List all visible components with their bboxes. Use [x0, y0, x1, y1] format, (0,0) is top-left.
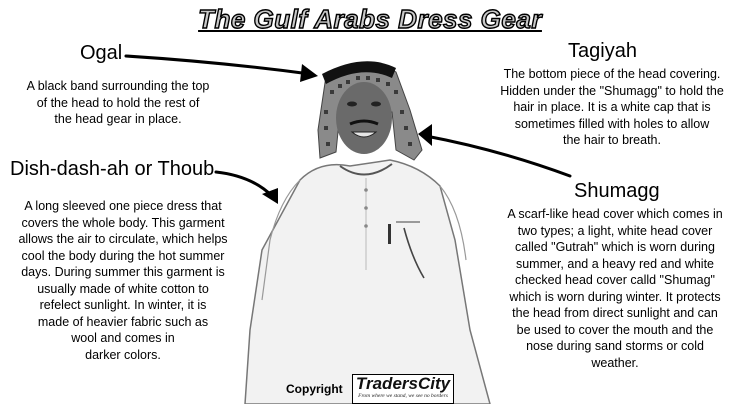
shumagg-line: summer, and a heavy red and white — [515, 256, 715, 271]
ogal-heading: Ogal — [80, 42, 123, 64]
shumagg-line: checked head cover calld "Shumag" — [515, 273, 715, 287]
tagiyah-description — [484, 66, 740, 149]
shumagg-line: two types; a light, white head cover — [517, 223, 713, 238]
ogal-line: A black band surrounding the top — [26, 79, 210, 93]
pen — [388, 224, 391, 244]
thoub-line: refelect sunlight. In winter, it is — [39, 298, 207, 312]
face — [336, 82, 392, 154]
thoub-line: darker colors. — [85, 347, 161, 362]
logo-tagline: From where we stand, we see no borders — [358, 393, 448, 399]
page-title: The Gulf Arabs Dress Gear — [198, 4, 542, 34]
ogal-arrow — [126, 56, 310, 74]
thoub-line: covers the whole body. This garment — [21, 215, 225, 230]
shumagg-line: called "Gutrah" which is worn during — [515, 240, 715, 254]
tagiyah-line: hair in place. It is a white cap that is — [513, 100, 711, 114]
tagiyah-line: Hidden under the "Shumagg" to hold the — [500, 83, 724, 98]
ogal-line: of the head to hold the rest of — [36, 95, 200, 110]
shumagg-line: A scarf-like head cover which comes in — [507, 207, 723, 221]
thoub-description — [0, 198, 246, 363]
ogal-description — [0, 78, 236, 128]
thoub-line: days. During summer this garment is — [21, 265, 225, 279]
tagiyah-heading: Tagiyah — [568, 40, 637, 62]
shumagg-line: which is worn during winter. It protects — [509, 289, 721, 304]
thoub-line: made of heavier fabric such as — [37, 314, 209, 329]
shumagg-line: weather. — [591, 355, 639, 370]
shumagg-line: nose during sand storms or cold — [526, 339, 704, 353]
thoub-line: wool and comes in — [71, 331, 175, 345]
thoub-heading: Dish-dash-ah or Thoub — [10, 158, 215, 180]
copyright-label: Copyright — [286, 382, 343, 396]
thoub-line: allows the air to circulate, which helps — [18, 232, 228, 246]
tagiyah-line: sometimes filled with holes to allow — [514, 116, 710, 131]
shumagg-line: the head from direct sunlight and can — [512, 306, 718, 320]
thoub-arrow — [216, 172, 272, 196]
shumagg-description — [490, 206, 740, 371]
traderscity-logo — [352, 374, 454, 404]
ogal-line: the head gear in place. — [54, 112, 182, 126]
thoub-line: usually made of white cotton to — [37, 281, 209, 296]
thoub-line: cool the body during the hot summer — [21, 248, 225, 263]
shumagg-heading: Shumagg — [574, 180, 660, 202]
thoub-garment — [245, 160, 490, 404]
thoub-line: A long sleeved one piece dress that — [24, 199, 222, 213]
logo-name: TradersCity — [355, 374, 451, 393]
shumagg-line: be used to cover the mouth and the — [516, 322, 714, 337]
tagiyah-line: the hair to breath. — [563, 133, 661, 147]
tagiyah-line: The bottom piece of the head covering. — [503, 67, 721, 81]
